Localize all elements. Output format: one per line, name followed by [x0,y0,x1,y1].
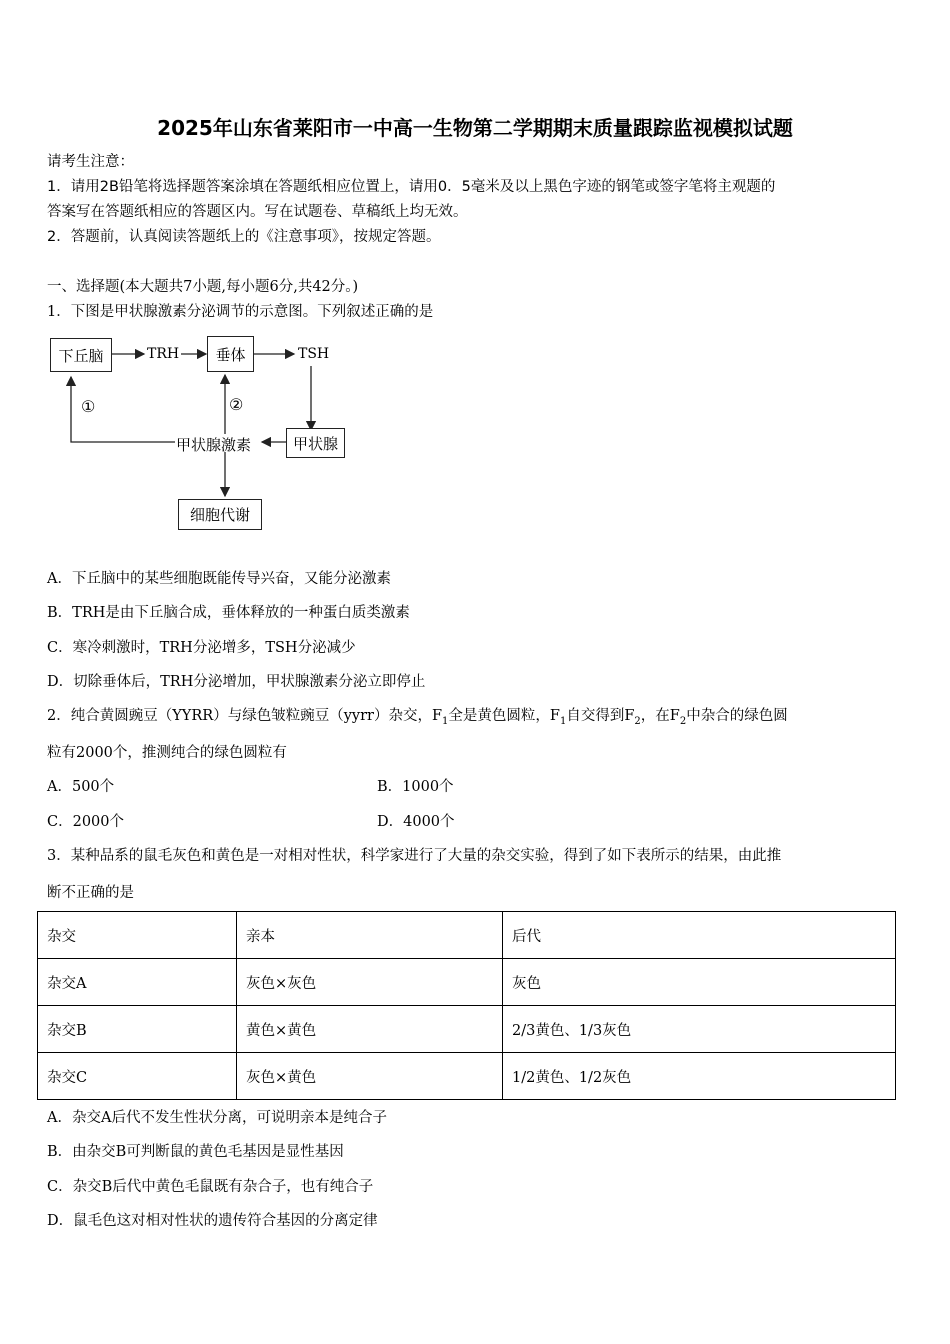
question-1-stem: 1．下图是甲状腺激素分泌调节的示意图。下列叙述正确的是 [47,304,434,320]
tsh-label: TSH [298,346,330,362]
feedback-label-2: ② [229,395,244,414]
question-2-stem-line1 [47,704,788,727]
q2-option-b: B．1000个 [377,779,454,795]
table-cell: 灰色 [503,959,896,1006]
q2-option-a: A．500个 [47,779,115,795]
q1-option-a: A．下丘脑中的某些细胞既能传导兴奋，又能分泌激素 [47,571,391,587]
notice-line-1a: 1．请用2B铅笔将选择题答案涂填在答题纸相应位置上，请用0．5毫米及以上黑色字迹的钢笔或签字笔将主观题的 [47,179,776,195]
cell-metabolism-box: 细胞代谢 [178,499,262,530]
q3-option-b: B．由杂交B可判断鼠的黄色毛基因是显性基因 [47,1144,344,1160]
q2-f1: F [431,708,443,724]
table-cell: 灰色×黄色 [237,1053,503,1100]
feedback-label-1: ① [81,397,96,416]
table-cell: 灰色×灰色 [237,959,503,1006]
q3-option-d: D．鼠毛色这对相对性状的遗传符合基因的分离定律 [47,1213,378,1229]
table-cell: 2/3黄色、1/3灰色 [503,1006,896,1053]
q2-f2: F [624,708,635,724]
q2-part3: 自交得到 [566,708,625,724]
table-cell: 杂交B [38,1006,237,1053]
q2-f2b: F [669,708,680,724]
page-title: 2025年山东省莱阳市一中高一生物第二学期期末质量跟踪监视模拟试题 [157,116,793,140]
table-cell: 杂交C [38,1053,237,1100]
q2-part5: 中杂合的绿色圆 [686,708,788,724]
q1-option-b: B．TRH是由下丘脑合成，垂体释放的一种蛋白质类激素 [47,605,410,621]
table-cell: 1/2黄色、1/2灰色 [503,1053,896,1100]
q2-f2-sub: 2 [634,715,641,727]
q2-f1b: F [549,708,560,724]
notice-heading: 请考生注意： [47,154,134,170]
table-row [38,959,896,1006]
hypothalamus-box: 下丘脑 [50,338,112,372]
q2-option-c: C．2000个 [47,814,124,830]
thyroid-hormone-label: 甲状腺激素 [176,436,252,454]
question-3-stem-line2: 断不正确的是 [47,885,134,901]
q2-part1: 2．纯合黄圆豌豆（YYRR）与绿色皱粒豌豆（yyrr）杂交， [47,708,432,724]
q2-f2b-sub: 2 [679,715,687,727]
q2-option-d: D．4000个 [377,814,455,830]
table-row [38,1006,896,1053]
cross-results-table [37,911,896,1100]
q2-f1-sub: 1 [442,715,449,727]
q1-option-c: C．寒冷刺激时，TRH分泌增多，TSH分泌减少 [47,640,356,656]
table-cell: 杂交A [38,959,237,1006]
q1-option-d: D．切除垂体后，TRH分泌增加，甲状腺激素分泌立即停止 [47,674,426,690]
thyroid-box: 甲状腺 [286,428,345,458]
q2-part2: 全是黄色圆粒， [448,708,550,724]
table-header-cell: 亲本 [237,912,503,959]
q2-part4: ，在 [640,708,670,724]
question-3-stem-line1: 3．某种品系的鼠毛灰色和黄色是一对相对性状，科学家进行了大量的杂交实验，得到了如下表所示的结果，由此推 [47,848,782,864]
table-cell: 黄色×黄色 [237,1006,503,1053]
notice-line-1b: 答案写在答题纸相应的答题区内。写在试题卷、草稿纸上均无效。 [47,204,468,220]
section-heading: 一、选择题(本大题共7小题,每小题6分,共42分。) [47,279,359,295]
trh-label: TRH [147,346,180,362]
q2-f1b-sub: 1 [559,715,567,727]
q3-option-c: C．杂交B后代中黄色毛鼠既有杂合子，也有纯合子 [47,1179,374,1195]
thyroid-regulation-diagram [40,330,370,535]
table-row [38,1053,896,1100]
pituitary-box: 垂体 [207,336,254,372]
table-header-cell: 后代 [503,912,896,959]
q3-option-a: A．杂交A后代不发生性状分离，可说明亲本是纯合子 [47,1110,387,1126]
notice-line-2: 2．答题前，认真阅读答题纸上的《注意事项》，按规定答题。 [47,229,441,245]
notice-block [47,150,927,250]
table-header-cell: 杂交 [38,912,237,959]
question-2-stem-line2: 粒有2000个，推测纯合的绿色圆粒有 [47,745,287,761]
table-header-row [38,912,896,959]
